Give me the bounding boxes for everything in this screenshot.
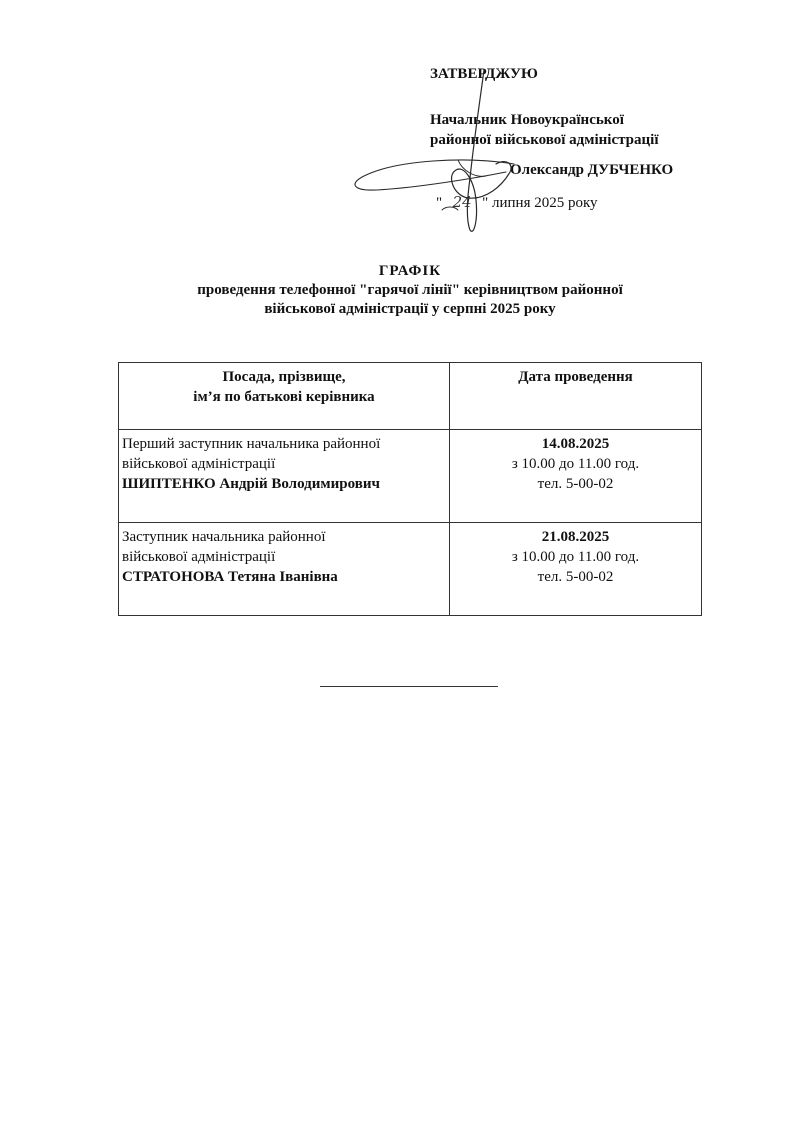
approver-name: Олександр ДУБЧЕНКО <box>510 162 674 178</box>
row-phone: тел. 5-00-02 <box>537 569 614 585</box>
approval-block <box>430 64 750 213</box>
table-row <box>119 430 702 523</box>
header-date: Дата проведення <box>450 363 702 430</box>
approval-day-handwritten: 24 <box>452 193 472 211</box>
row-date-cell <box>450 523 702 616</box>
date-quote-open: " <box>436 195 443 211</box>
row-date-cell <box>450 430 702 523</box>
approve-word: ЗАТВЕРДЖУЮ <box>430 66 538 82</box>
table-header-row <box>119 363 702 430</box>
schedule-table <box>118 362 702 616</box>
header-position-line1: Посада, прізвище, <box>222 369 346 385</box>
document-subtitle-line2: військової адміністрації у серпні 2025 року <box>264 301 556 317</box>
row-position-cell <box>119 430 450 523</box>
document-subtitle-line1: проведення телефонної "гарячої лінії" керівництвом районної <box>197 282 623 298</box>
header-position-line2: ім’я по батькові керівника <box>193 389 375 405</box>
row-position-line1: Перший заступник начальника районної <box>122 436 381 452</box>
closing-divider-line <box>320 686 498 687</box>
row-date: 14.08.2025 <box>541 436 610 452</box>
row-person-name: ШИПТЕНКО Андрій Володимирович <box>122 476 380 492</box>
row-position-line2: військової адміністрації <box>122 549 276 565</box>
row-time: з 10.00 до 11.00 год. <box>511 456 640 472</box>
row-date: 21.08.2025 <box>541 529 610 545</box>
approver-position-line2: районної військової адміністрації <box>430 132 659 148</box>
row-position-line2: військової адміністрації <box>122 456 276 472</box>
row-position-cell <box>119 523 450 616</box>
approval-date-rest: липня 2025 року <box>488 195 598 211</box>
approval-date <box>430 192 750 213</box>
date-quote-close: " <box>482 195 489 211</box>
row-position-line1: Заступник начальника районної <box>122 529 326 545</box>
approver-position-line1: Начальник Новоукраїнської <box>430 112 624 128</box>
header-position <box>119 363 450 430</box>
row-person-name: СТРАТОНОВА Тетяна Іванівна <box>122 569 338 585</box>
row-phone: тел. 5-00-02 <box>537 476 614 492</box>
row-time: з 10.00 до 11.00 год. <box>511 549 640 565</box>
document-title-block <box>100 262 720 319</box>
table-row <box>119 523 702 616</box>
document-title: ГРАФІК <box>378 263 442 279</box>
